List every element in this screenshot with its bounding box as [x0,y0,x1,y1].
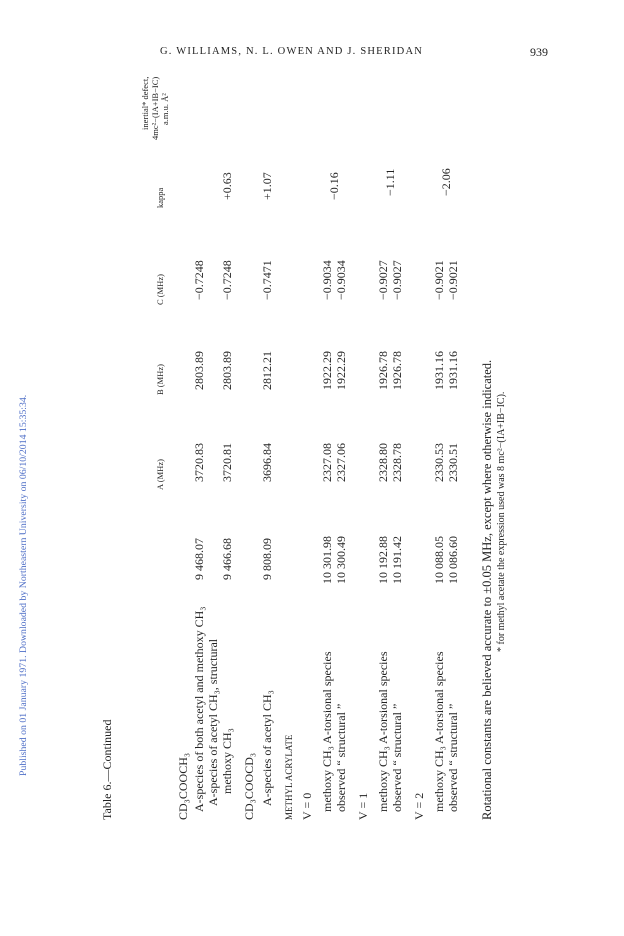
cell-a: 10 086.60 [446,536,460,584]
table-title: Table 6.—Continued [100,719,114,820]
cell-c: 2812.21 [260,351,274,390]
table-footnote-methyl-acetate: * for methyl acetate the expression used was 8 mc²−(IA+IB−IC). [496,391,507,652]
table-footnote: Rotational constants are believed accurate to ±0.05 MHz, except where otherwise indicated. [480,359,494,820]
cell-defect: −0.16 [327,172,341,200]
row-label: methoxy CH₃ [220,728,234,794]
cell-c: 1931.16 [446,351,460,390]
cell-c: 2803.89 [192,351,206,390]
col-b-header: B (MHz) [155,364,165,395]
row-label: observed “ structural ” [390,703,404,812]
col-defect-units: a.m.u. Å² [160,93,170,125]
cell-a: 10 191.42 [390,536,404,584]
rotated-table [100,76,520,820]
cell-b: 2327.06 [334,443,348,482]
col-a-header: A (MHz) [155,459,165,490]
running-header [0,46,624,66]
cell-b: 3696.84 [260,443,274,482]
cell-c: 1931.16 [432,351,446,390]
page-number: 939 [530,45,548,59]
cell-b: 2327.08 [320,443,334,482]
col-defect-header: inertial* defect, [140,76,150,130]
cell-kappa: −0.7471 [260,260,274,300]
cell-b: 2330.53 [432,443,446,482]
cell-kappa: −0.9027 [390,260,404,300]
authors: G. WILLIAMS, N. L. OWEN AND J. SHERIDAN [160,46,424,57]
cell-c: 1922.29 [334,351,348,390]
cell-a: 10 301.98 [320,536,334,584]
cell-kappa: −0.7248 [192,260,206,300]
cell-defect: +1.07 [260,172,274,200]
cell-kappa: −0.9021 [446,260,460,300]
row-label: methoxy CH₃ A-torsional species [320,651,334,812]
cell-a: 10 300.49 [334,536,348,584]
cell-a: 9 808.09 [260,538,274,580]
cell-c: 1926.78 [376,351,390,390]
cell-a: 10 192.88 [376,536,390,584]
row-label: observed “ structural ” [446,703,460,812]
cell-b: 2328.78 [390,443,404,482]
cell-a: 9 468.07 [192,538,206,580]
row-label: observed “ structural ” [334,703,348,812]
section-cd3coocd3: CD₃COOCD₃ [242,752,256,820]
cell-c: 1926.78 [390,351,404,390]
row-label: methoxy CH₃ A-torsional species [376,651,390,812]
cell-a: 10 088.05 [432,536,446,584]
cell-kappa: −0.9034 [320,260,334,300]
cell-a: 9 466.68 [220,538,234,580]
cell-defect: −2.06 [439,168,453,196]
col-defect-expr: 4mc²−(IA+IB−IC) [150,76,160,140]
cell-kappa: −0.9021 [432,260,446,300]
col-kappa-header: kappa [155,187,165,208]
vib-state-v2: V = 2 [412,792,426,820]
cell-kappa: −0.7248 [220,260,234,300]
section-cd3cooch3: CD₃COOCH₃ [176,752,190,820]
cell-b: 3720.83 [192,443,206,482]
col-c-header: C (MHz) [155,274,165,305]
download-watermark[interactable]: Published on 01 January 1971. Downloaded by Northeastern University on 06/10/2014 15:35:34. [18,394,29,776]
cell-kappa: −0.9034 [334,260,348,300]
cell-c: 2803.89 [220,351,234,390]
cell-c: 1922.29 [320,351,334,390]
row-label: A-species of acetyl CH₃, structural [206,638,220,806]
row-label: methoxy CH₃ A-torsional species [432,651,446,812]
cell-b: 2328.80 [376,443,390,482]
cell-defect: +0.63 [220,172,234,200]
row-label: A-species of acetyl CH₃ [260,690,274,806]
row-label: A-species of both acetyl and methoxy CH₃ [192,606,206,812]
section-methyl-acrylate: METHYL ACRYLATE [284,734,294,820]
cell-kappa: −0.9027 [376,260,390,300]
vib-state-v0: V = 0 [300,792,314,820]
cell-b: 3720.81 [220,443,234,482]
cell-b: 2330.51 [446,443,460,482]
cell-defect: −1.11 [383,168,397,196]
vib-state-v1: V = 1 [356,792,370,820]
